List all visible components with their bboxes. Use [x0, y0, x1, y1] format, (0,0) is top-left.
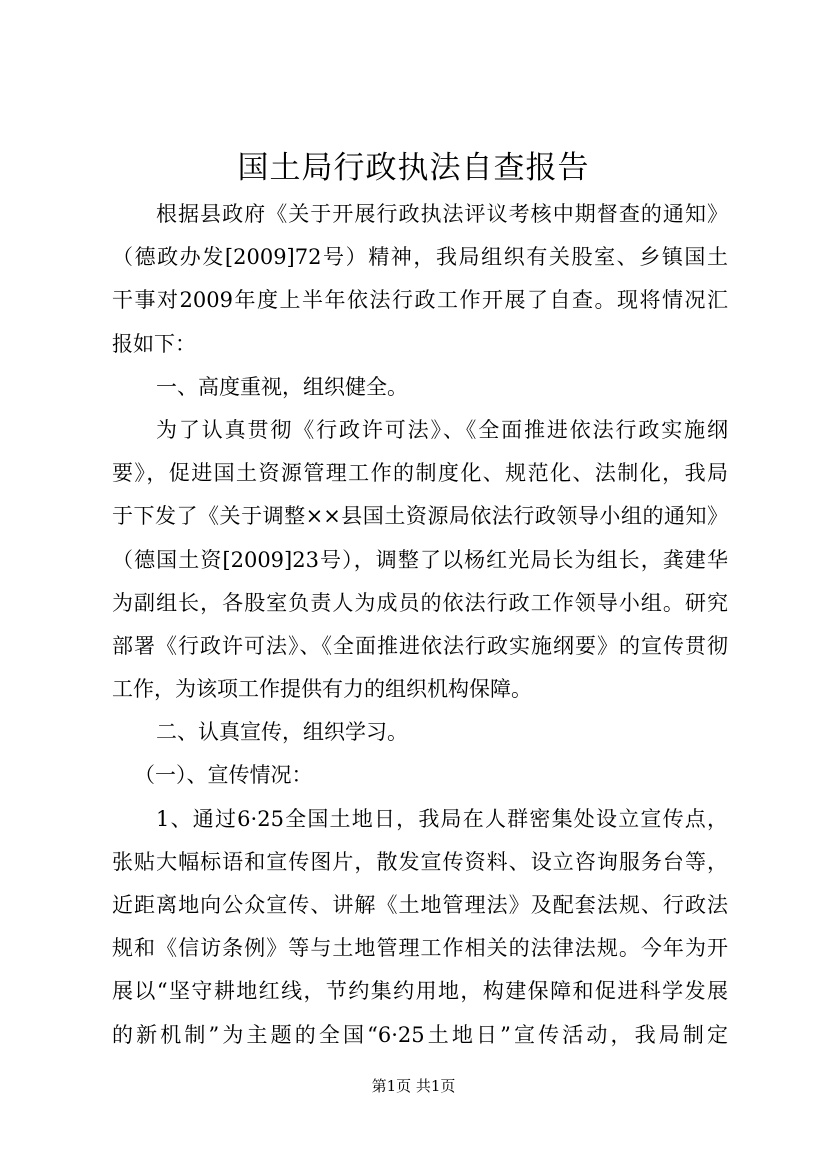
body-line: 干事对2009年度上半年依法行政工作开展了自查。现将情况汇: [112, 288, 728, 313]
body-line: 工作，为该项工作提供有力的组织机构保障。: [112, 677, 532, 702]
page-footer: 第1页 共1页: [371, 1077, 456, 1095]
document-body: [112, 193, 728, 1057]
section-heading: 二、认真宣传，组织学习。: [156, 720, 408, 745]
body-line: 于下发了《关于调整××县国土资源局依法行政领导小组的通知》: [112, 504, 728, 529]
body-line: 报如下：: [112, 331, 196, 356]
body-line: 近距离地向公众宣传、讲解《土地管理法》及配套法规、行政法: [112, 893, 728, 917]
body-line: 张贴大幅标语和宣传图片，散发宣传资料、设立咨询服务台等，: [112, 849, 728, 874]
body-line: 展以“坚守耕地红线，节约集约用地，构建保障和促进科学发展: [112, 979, 728, 1004]
body-line: 规和《信访条例》等与土地管理工作相关的法律法规。今年为开: [112, 936, 728, 961]
section-heading: 一、高度重视，组织健全。: [156, 374, 408, 399]
body-line: 1、通过6·25全国土地日，我局在人群密集处设立宣传点，: [156, 806, 728, 831]
body-line: 为副组长，各股室负责人为成员的依法行政工作领导小组。研究: [112, 590, 728, 615]
body-line: 为了认真贯彻《行政许可法》、《全面推进依法行政实施纲: [156, 417, 728, 442]
subsection-heading: （一）、宣传情况：: [134, 763, 313, 788]
document-title: 国土局行政执法自查报告: [237, 150, 590, 186]
body-line: （德国土资[2009]23号），调整了以杨红光局长为组长，龚建华: [112, 547, 728, 572]
body-line: 部署《行政许可法》、《全面推进依法行政实施纲要》的宣传贯彻: [112, 633, 728, 658]
body-line: 的新机制”为主题的全国“6·25土地日”宣传活动，我局制定: [112, 1022, 728, 1047]
body-line: 要》，促进国土资源管理工作的制度化、规范化、法制化，我局: [112, 461, 728, 486]
body-line: （德政办发[2009]72号）精神，我局组织有关股室、乡镇国土: [112, 245, 728, 270]
body-line: 根据县政府《关于开展行政执法评议考核中期督查的通知》: [156, 202, 728, 226]
